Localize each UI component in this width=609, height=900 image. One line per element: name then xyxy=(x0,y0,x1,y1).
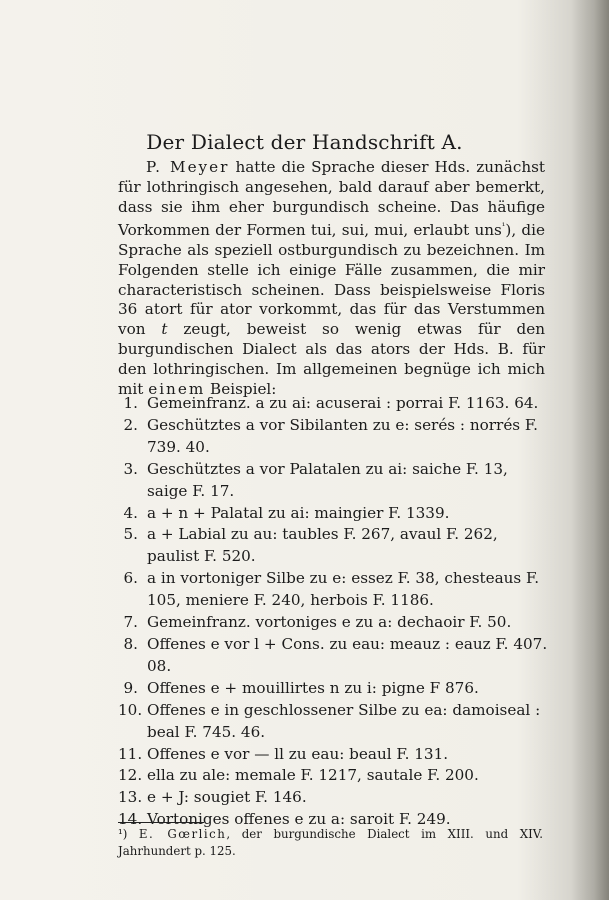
list-item: 5. a + Labial zu au: taubles F. 267, avaul F. 262, paulist F. 520. xyxy=(123,525,498,566)
list-item: 14. Vortoniges offenes e zu a: saroit F. 249. xyxy=(118,810,451,829)
list-item: 12. ella zu ale: memale F. 1217, sautale F. 200. xyxy=(118,766,479,785)
footnote-author: E. Gœrlich xyxy=(138,827,227,841)
list-item: 1. Gemeinfranz. a zu ai: acuserai : porrai F. 1163. 64. xyxy=(123,394,539,412)
footnote-divider xyxy=(118,822,204,823)
list-item: 10. Offenes e in geschlossener Silbe zu ea: damoiseal : beal F. 745. 46. xyxy=(118,700,541,741)
spaced-word: einem xyxy=(148,380,206,399)
list-item: 11. Offenes e vor — ll zu eau: beaul F. 131. xyxy=(118,744,449,763)
intro-paragraph: P. Meyer hatte die Sprache dieser Hds. zunächst für lothringisch angesehen, bald darauf aber bemerkt, dass sie ihm eher burgundisch scheine. Das häufige Vorkommen der Formen tui, sui, mui, erlaubt uns$^{^1}$), die Sprache als speziell ostburgundisch zu bezeichnen. Im Folgenden stelle ich einige Fälle zusammen, die mir characteristisch scheinen. Dass beispielsweise Floris 36 atort für ator vorkommt, das für das Verstummen von t zeugt, beweist so wenig etwas für den burgundischen Dialect als das ators der Hds. B. für den lothringischen. Im allgemeinen begnüge ich mich mit einem Beispiel: xyxy=(118,158,545,399)
footnote: ¹) E. Gœrlich, der burgundische Dialect im XIII. und XIV. Jahrhundert p. 125. xyxy=(118,827,543,858)
list-item: 4. a + n + Palatal zu ai: maingier F. 1339. xyxy=(123,503,450,522)
list-item: 9. Offenes e + mouillirtes n zu i: pigne F 876. xyxy=(123,678,479,697)
list-item: 3. Geschütztes a vor Palatalen zu ai: saiche F. 13, saige F. 17. xyxy=(123,459,508,500)
list-item: 6. a in vortoniger Silbe zu e: essez F. 38, chesteaus F. 105, meniere F. 240, herbois F. 1186. xyxy=(123,569,540,610)
list-item: 7. Gemeinfranz. vortoniges e zu a: dechaoir F. 50. xyxy=(123,613,512,632)
list-item: 8. Offenes e vor l + Cons. zu eau: meauz : eauz F. 407. 08. xyxy=(123,634,548,675)
example-list xyxy=(118,393,548,831)
list-item: 2. Geschütztes a vor Sibilanten zu e: serés : norrés F. 739. 40. xyxy=(123,415,538,456)
author-name: P. Meyer xyxy=(146,158,230,176)
section-title: Der Dialect der Handschrift A. xyxy=(146,130,463,154)
footnote-ref: ¹ xyxy=(501,221,506,232)
list-item: 13. e + J: sougiet F. 146. xyxy=(118,788,307,807)
